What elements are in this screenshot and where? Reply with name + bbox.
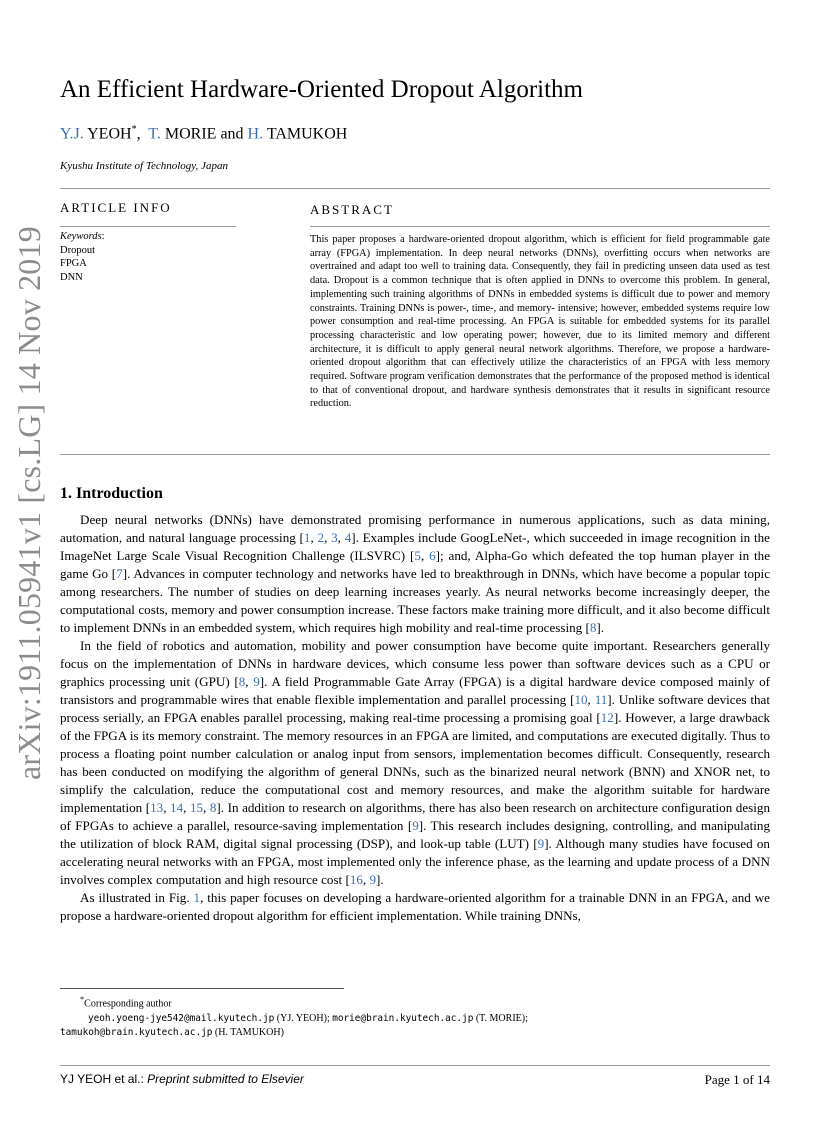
author-initial[interactable]: T. [148, 125, 161, 143]
citation-link[interactable]: 9 [253, 674, 260, 689]
body-text-run: , [163, 800, 171, 815]
introduction-body [60, 511, 770, 925]
author-initial[interactable]: Y.J. [60, 125, 84, 143]
citation-link[interactable]: 14 [170, 800, 184, 815]
citation-link[interactable]: 9 [412, 818, 419, 833]
email-owner: (H. TAMUKOH) [212, 1027, 284, 1039]
body-text-run: , [183, 800, 190, 815]
email-link[interactable]: yeoh.yoeng-jye542@mail.kyutech.jp [88, 1012, 275, 1024]
author-surname: YEOH [87, 125, 132, 143]
citation-link[interactable]: 15 [189, 800, 204, 815]
body-text-run: ]. Although many studies have focused on accelerating neural networks with an FPGA, most implemented only the inference phase, as the learning and update process of a DNN involves complex computation and high resource cost [ [60, 836, 770, 887]
citation-link[interactable]: 10 [574, 692, 588, 707]
body-text-run: ]. However, a large drawback of the FPGA is its memory constraint. The memory resources in an FPGA are limited, and computations are executed digitally. Thus to process a floating point number calculation or analog input from sensors, implementation becomes difficult. Consequently, research has been conducted on modifying the algorithm of general DNNs, such as the binarized neural network (BNN) and XNOR net, to simplify the calculation, reduce the computational cost and memory resources, and make the algorithm suitable for hardware implementation [ [60, 710, 770, 815]
citation-link[interactable]: 9 [369, 872, 376, 887]
author-surname: MORIE [164, 125, 217, 143]
article-info-divider [60, 226, 236, 227]
abstract-end-divider [60, 454, 770, 455]
citation-link[interactable]: 11 [594, 692, 608, 707]
citation-link[interactable]: 6 [429, 548, 436, 563]
body-text-run: ]. Examples include GoogLeNet-, which succeeded in image recognition in the ImageNet Large Scale Visual Recognition Challenge (ILSVRC) [ [60, 530, 770, 563]
keyword-item: FPGA [60, 258, 87, 269]
body-text-run: ]; and, Alpha-Go which defeated the top human player in the game Go [ [60, 548, 771, 581]
body-text-run: , [203, 800, 210, 815]
body-text-run: , [245, 674, 254, 689]
citation-link[interactable]: 7 [116, 566, 123, 581]
author-separator: and [220, 125, 244, 143]
email-owner: (T. MORIE); [473, 1012, 528, 1024]
body-paragraph [60, 889, 770, 925]
footnote-label: Corresponding author [84, 998, 172, 1010]
citation-link[interactable]: 8 [589, 620, 597, 635]
author-separator: , [136, 125, 141, 143]
keywords-label: Keywords [60, 231, 102, 242]
footer-divider [60, 1065, 770, 1066]
footer-authors: YJ YEOH et al.: [60, 1072, 144, 1086]
section-title: 1. Introduction [60, 485, 163, 502]
author-list [60, 124, 347, 143]
citation-link[interactable]: 8 [238, 674, 246, 689]
citation-link[interactable]: 5 [414, 548, 421, 563]
body-text-run: ]. [376, 872, 384, 887]
citation-link[interactable]: 1 [303, 530, 311, 545]
author-surname: TAMUKOH [266, 125, 348, 143]
citation-link[interactable]: 4 [344, 530, 352, 545]
footer-note: Preprint submitted to Elsevier [147, 1072, 304, 1086]
body-text-run: ]. Unlike software devices that process serially, an FPGA enables parallel processing, making real-time processing a promising goal [ [60, 692, 771, 725]
citation-link[interactable]: 8 [209, 800, 217, 815]
body-text-run: , [420, 548, 430, 563]
email-owner: (YJ. YEOH); [274, 1012, 333, 1024]
keyword-item: DNN [60, 271, 83, 283]
body-text-run: ]. [596, 620, 605, 635]
footer-left [60, 1072, 304, 1086]
author-initial[interactable]: H. [247, 125, 264, 143]
abstract-text: This paper proposes a hardware-oriented dropout algorithm, which is efficient for field programmable gate array (FPGA) implementation. In deep neural networks (DNNs), overfitting occurs when networks are overtrained and adapt too well to training data. Consequently, they fail in predicting unseen data used as test data. Dropout is a common technique that is often applied in DNNs to overcome this problem. In general, implementing such training algorithms of DNNs in embedded systems is difficult due to power and memory constraints. Training DNNs is power-, time-, and memory- intensive; however, embedded systems require low power consumption and real-time processing. An FPGA is suitable for embedded systems for its parallel processing characteristic and low operating power; however, due to its limited memory and different architecture, it is difficult to apply general neural network algorithms. Therefore, we propose a hardware-oriented dropout algorithm that can effectively utilize the characteristics of an FPGA with less memory required. Software program verification demonstrates that the performance of the proposed method is identical to that of conventional dropout, and hardware synthesis demonstrates that it results in significant resource reduction. [310, 234, 770, 410]
email-link[interactable]: tamukoh@brain.kyutech.ac.jp [60, 1027, 213, 1039]
citation-link[interactable]: 9 [537, 836, 545, 851]
body-text-run: , [587, 692, 595, 707]
page-number: Page 1 of 14 [704, 1072, 770, 1087]
body-text-run: , [337, 530, 345, 545]
body-paragraph [60, 637, 770, 889]
body-text-run: , this paper focuses on developing a hardware-oriented algorithm for a trainable DNN in an FPGA, and we propose a hardware-oriented dropout algorithm for efficient implementation. While training DNNs, [60, 890, 770, 923]
citation-link[interactable]: 2 [317, 530, 325, 545]
body-text-run: ]. A field Programmable Gate Array (FPGA) is a digital hardware device composed mainly of transistors and programmable wires that enable flexible implementation and parallel processing [ [60, 674, 770, 707]
email-link[interactable]: morie@brain.kyutech.ac.jp [332, 1012, 474, 1024]
body-text-run: ]. This research includes designing, controlling, and manipulating the utilization of block RAM, digital signal processing (DSP), and look-up table (LUT) [ [60, 818, 770, 851]
citation-link[interactable]: 16 [349, 872, 363, 887]
body-text-run: , [310, 530, 318, 545]
body-text-run: , [324, 530, 332, 545]
body-text-run: ]. Advances in computer technology and networks have led to breakthrough in DNNs, which have become a popular topic among researchers. The number of studies on deep learning increases yearly. As neural networks become increasingly deeper, the computational costs, memory and power consumption increase. These factors make training more difficult, and it also become difficult to implement DNNs in an embedded system, which requires high mobility and real-time processing [ [60, 566, 771, 635]
citation-link[interactable]: 1 [193, 890, 201, 905]
body-paragraph [60, 511, 770, 637]
footnote [60, 993, 770, 1041]
abstract-heading: ABSTRACT [310, 202, 394, 217]
citation-link[interactable]: 12 [600, 710, 614, 725]
body-text-run: Deep neural networks (DNNs) have demonstrated promising performance in numerous applications, such as data mining, automation, and natural language processing [ [60, 512, 770, 545]
affiliation: Kyushu Institute of Technology, Japan [60, 160, 228, 172]
keywords-block: Keywords: Dropout FPGA DNN [60, 231, 105, 283]
article-info-heading: ARTICLE INFO [60, 200, 172, 215]
paper-title: An Efficient Hardware-Oriented Dropout Algorithm [60, 76, 583, 103]
citation-link[interactable]: 13 [150, 800, 164, 815]
header-divider [60, 188, 770, 189]
keyword-item: Dropout [60, 244, 95, 256]
corresponding-mark: * [131, 124, 137, 135]
arxiv-stamp: arXiv:1911.05941v1 [cs.LG] 14 Nov 2019 [11, 226, 47, 780]
body-text-run: As illustrated in Fig. [80, 890, 194, 905]
abstract-divider [310, 226, 770, 227]
body-text-run: ]. In addition to research on algorithms, there has also been research on architecture configuration design of FPGAs to achieve a parallel, resource-saving implementation [ [60, 800, 770, 833]
body-text-run: , [362, 872, 370, 887]
citation-link[interactable]: 3 [331, 530, 338, 545]
footnote-divider [60, 988, 344, 989]
footnote-mark: * [80, 995, 85, 1004]
body-text-run: In the field of robotics and automation, mobility and power consumption have become quite important. Researchers generally focus on the implementation of DNNs in hardware devices, which consume less power than software devices such as a CPU or graphics processing unit (GPU) [ [60, 638, 770, 689]
